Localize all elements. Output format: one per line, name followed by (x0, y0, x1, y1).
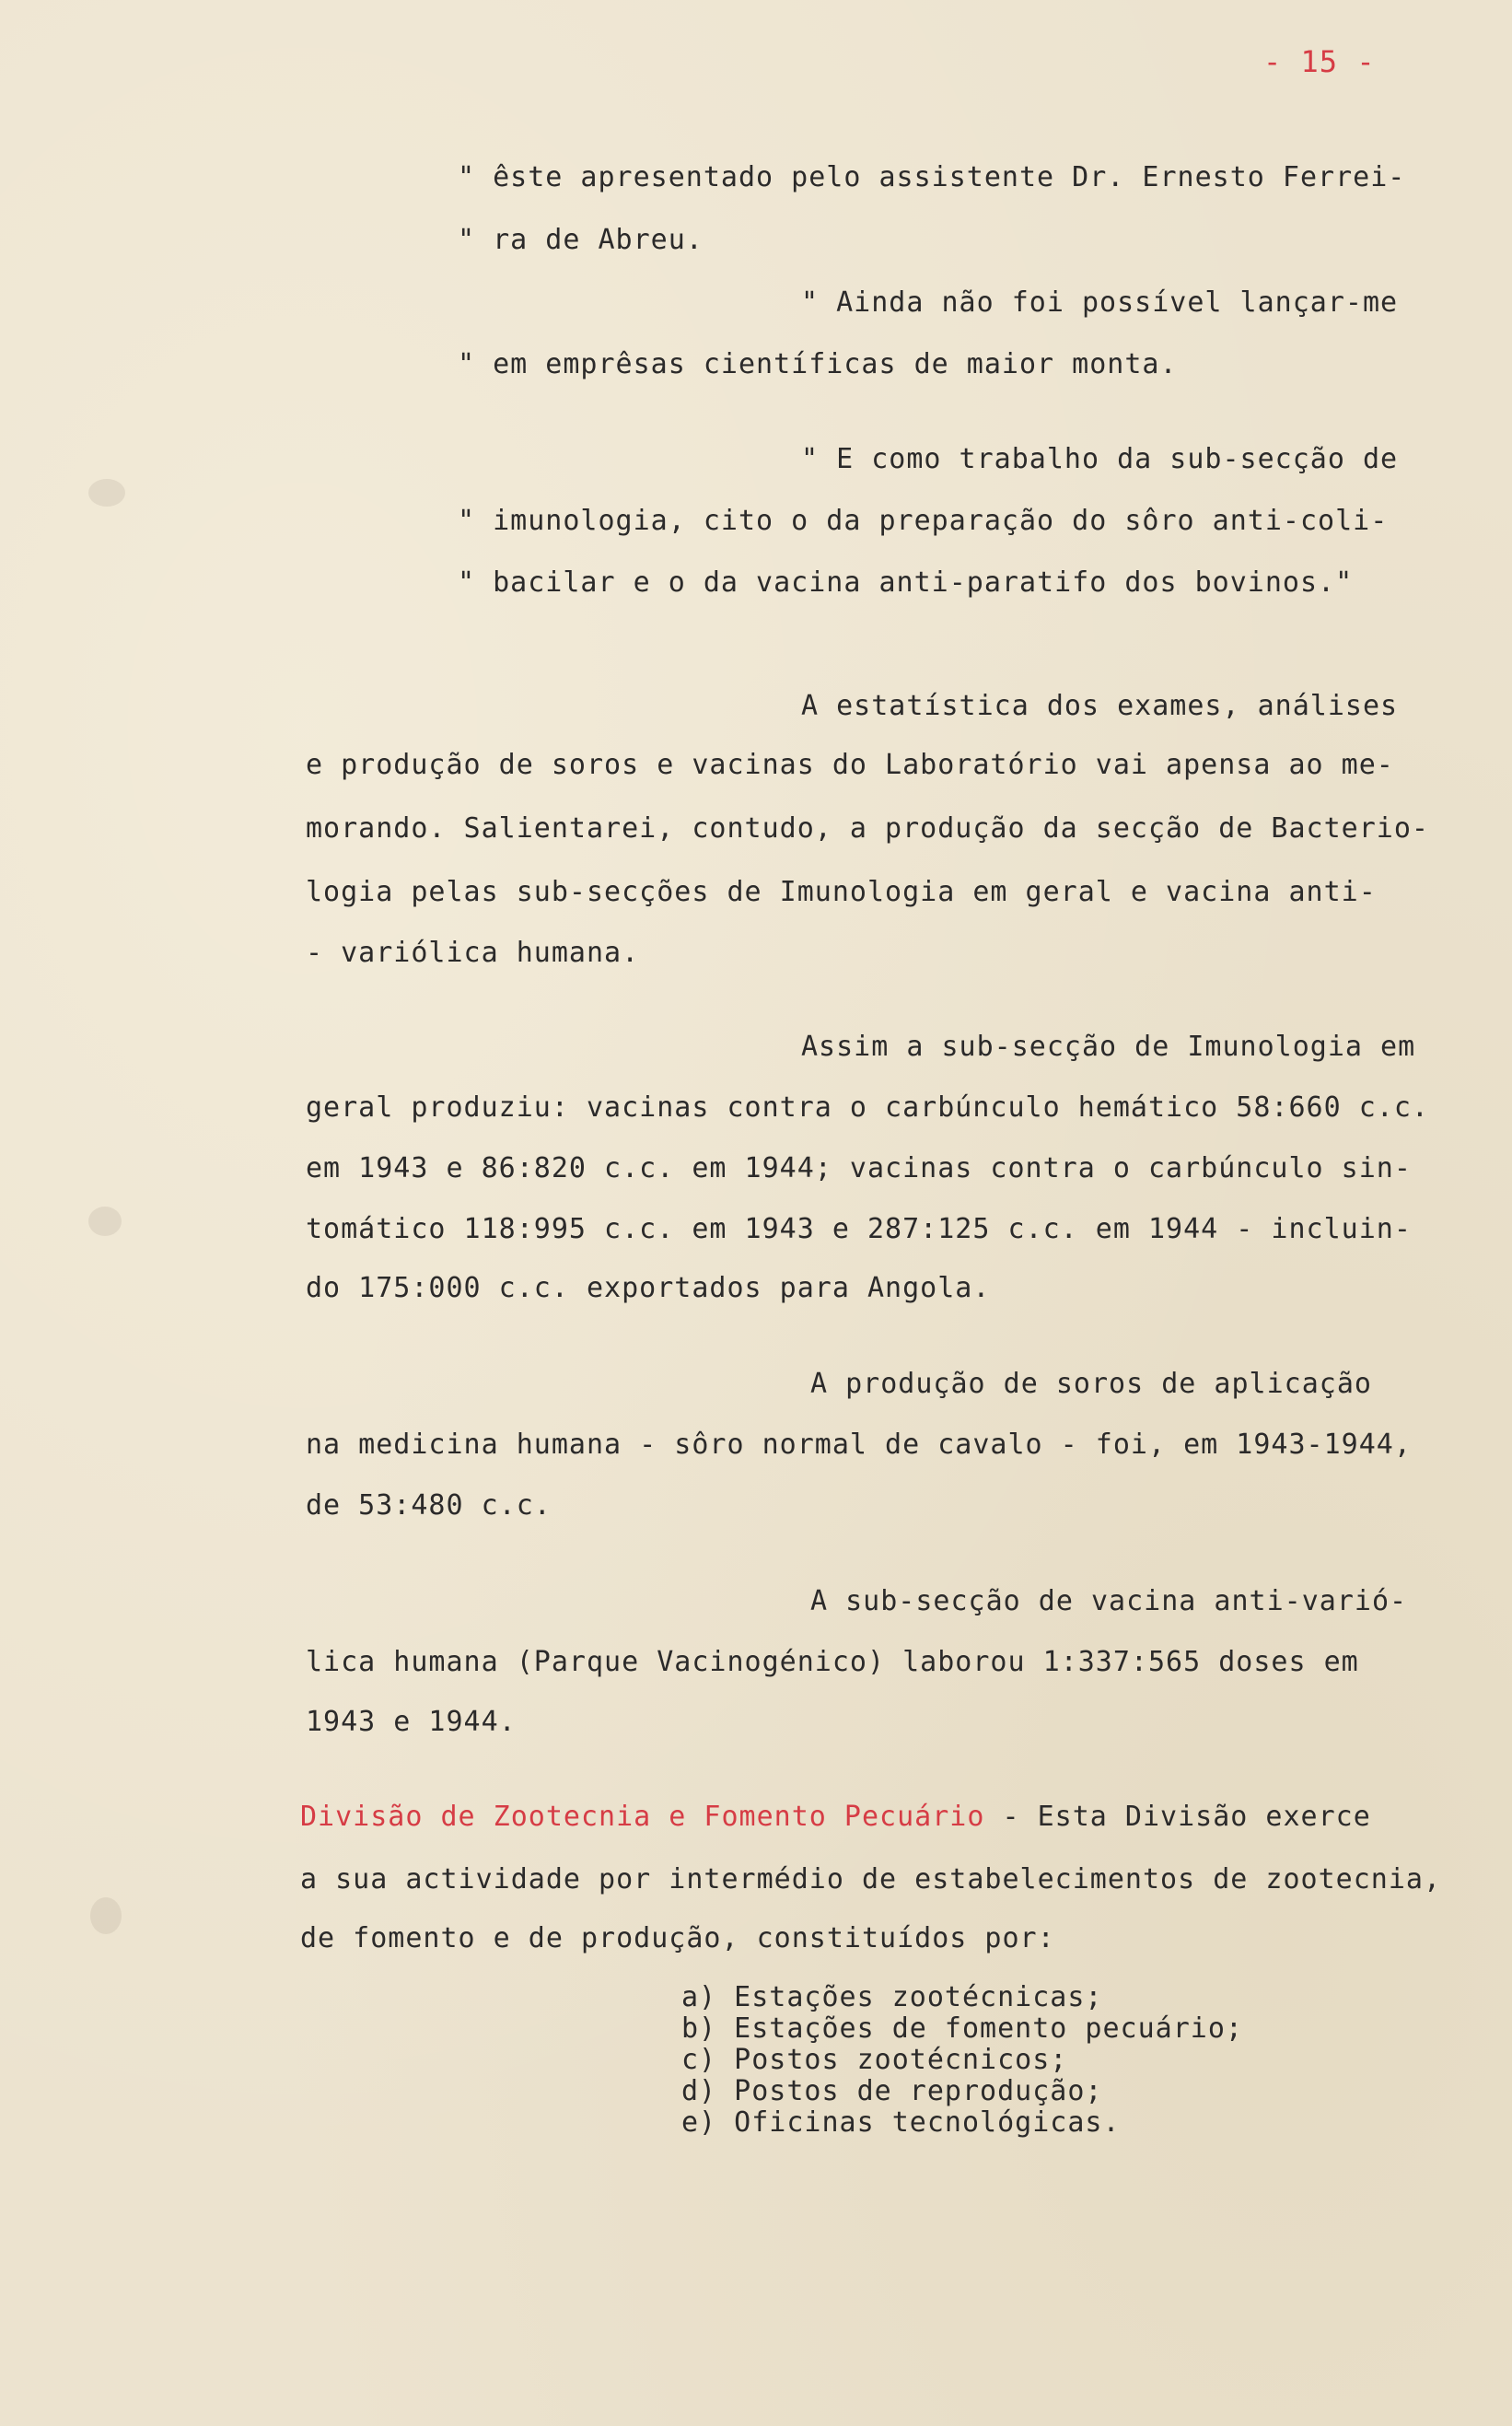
text-line: a sua actividade por intermédio de estabelecimentos de zootecnia, (300, 1863, 1441, 1895)
division-heading-rest: - Esta Divisão exerce (984, 1801, 1371, 1833)
text-line: " E como trabalho da sub-secção de (801, 443, 1399, 475)
division-line-1 (300, 1803, 1371, 1831)
establishments-list (681, 1982, 1243, 2139)
list-item: d) Postos de reprodução; (681, 2075, 1103, 2107)
list-item: c) Postos zootécnicos; (681, 2044, 1068, 2076)
text-line: - variólica humana. (306, 937, 640, 969)
text-line: " ra de Abreu. (458, 224, 704, 256)
page-number: - 15 - (1263, 44, 1376, 79)
list-item: a) Estações zootécnicas; (681, 1981, 1103, 2013)
paper-stain (88, 479, 125, 507)
text-line: logia pelas sub-secções de Imunologia em geral e vacina anti- (306, 876, 1377, 908)
list-item: e) Oficinas tecnológicas. (681, 2106, 1121, 2139)
text-line: do 175:000 c.c. exportados para Angola. (306, 1272, 991, 1304)
text-line: na medicina humana - sôro normal de cavalo - foi, em 1943-1944, (306, 1429, 1412, 1461)
text-line: em 1943 e 86:820 c.c. em 1944; vacinas contra o carbúnculo sin- (306, 1152, 1412, 1184)
text-line: A produção de soros de aplicação (810, 1368, 1372, 1400)
text-line: " imunologia, cito o da preparação do sôro anti-coli- (458, 505, 1389, 537)
text-line: de fomento e de produção, constituídos por: (300, 1922, 1055, 1954)
text-line: morando. Salientarei, contudo, a produção da secção de Bacterio- (306, 812, 1429, 845)
text-line: geral produziu: vacinas contra o carbúnculo hemático 58:660 c.c. (306, 1091, 1429, 1124)
text-line: Assim a sub-secção de Imunologia em (801, 1031, 1416, 1063)
paper-stain (90, 1897, 122, 1934)
text-line: lica humana (Parque Vacinogénico) laborou 1:337:565 doses em (306, 1646, 1359, 1678)
text-line: " em emprêsas científicas de maior monta. (458, 348, 1178, 380)
text-line: " Ainda não foi possível lançar-me (801, 286, 1399, 319)
text-line: A estatística dos exames, análises (801, 690, 1399, 722)
paper-stain (88, 1207, 122, 1236)
list-item: b) Estações de fomento pecuário; (681, 2012, 1243, 2045)
division-heading: Divisão de Zootecnia e Fomento Pecuário (300, 1801, 985, 1833)
text-line: " bacilar e o da vacina anti-paratifo dos bovinos." (458, 566, 1354, 599)
text-line: e produção de soros e vacinas do Laboratório vai apensa ao me- (306, 749, 1394, 781)
text-line: 1943 e 1944. (306, 1706, 517, 1738)
text-line: tomático 118:995 c.c. em 1943 e 287:125 c.c. em 1944 - incluin- (306, 1213, 1412, 1245)
text-line: A sub-secção de vacina anti-varió- (810, 1585, 1408, 1617)
text-line: de 53:480 c.c. (306, 1489, 552, 1522)
text-line: " êste apresentado pelo assistente Dr. Ernesto Ferrei- (458, 161, 1406, 193)
